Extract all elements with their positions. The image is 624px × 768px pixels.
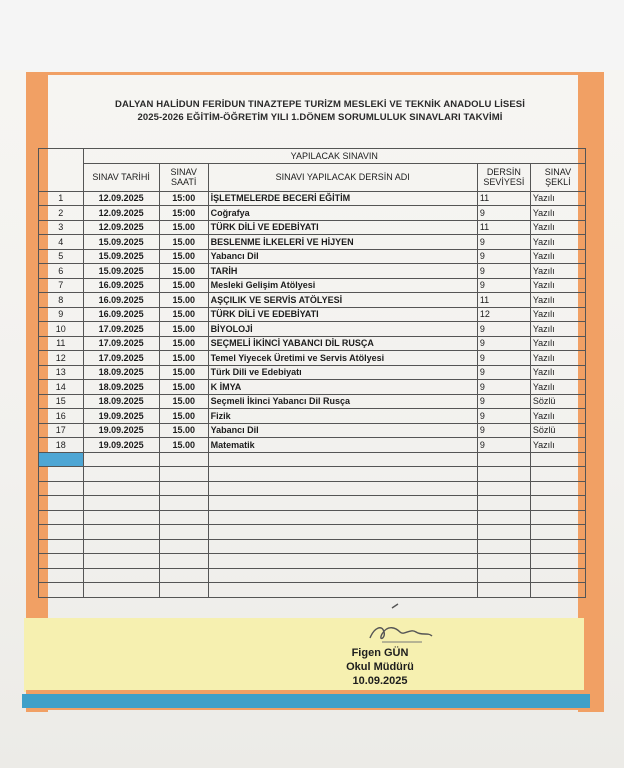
group-header-row (39, 149, 586, 164)
course-name: SEÇMELİ İKİNCİ YABANCI DİL RUSÇA (208, 336, 477, 351)
table-row (39, 394, 586, 409)
row-number: 16 (39, 409, 84, 424)
empty-cell (208, 554, 477, 569)
course-level: 9 (477, 235, 530, 250)
empty-row (39, 583, 586, 598)
row-number: 11 (39, 336, 84, 351)
course-level: 9 (477, 206, 530, 221)
course-level: 9 (477, 249, 530, 264)
exam-time: 15:00 (159, 191, 208, 206)
table-row (39, 264, 586, 279)
exam-time: 15.00 (159, 293, 208, 308)
empty-cell (39, 496, 84, 511)
empty-cell (477, 568, 530, 583)
exam-date: 19.09.2025 (83, 409, 159, 424)
table-row (39, 409, 586, 424)
table-row (39, 438, 586, 453)
exam-date: 19.09.2025 (83, 423, 159, 438)
exam-time: 15.00 (159, 220, 208, 235)
exam-time: 15.00 (159, 307, 208, 322)
empty-cell (477, 583, 530, 598)
exam-type: Yazılı (530, 278, 585, 293)
col-header-level: DERSİN SEVİYESİ (477, 163, 530, 191)
empty-cell (530, 583, 585, 598)
empty-row (39, 525, 586, 540)
empty-cell (208, 481, 477, 496)
exam-time: 15.00 (159, 235, 208, 250)
course-level: 9 (477, 365, 530, 380)
empty-row (39, 510, 586, 525)
empty-cell (159, 554, 208, 569)
exam-time: 15.00 (159, 322, 208, 337)
exam-date: 17.09.2025 (83, 322, 159, 337)
empty-cell (208, 583, 477, 598)
empty-cell (208, 452, 477, 467)
empty-cell (159, 525, 208, 540)
course-name: Temel Yiyecek Üretimi ve Servis Atölyesi (208, 351, 477, 366)
empty-cell (83, 510, 159, 525)
exam-type: Yazılı (530, 264, 585, 279)
empty-cell (477, 525, 530, 540)
schedule-title: 2025-2026 EĞİTİM-ÖĞRETİM YILI 1.DÖNEM SORUMLULUK SINAVLARI TAKVİMİ (137, 112, 503, 123)
course-level: 12 (477, 307, 530, 322)
empty-cell (530, 525, 585, 540)
course-level: 9 (477, 438, 530, 453)
course-name: TARİH (208, 264, 477, 279)
row-number: 17 (39, 423, 84, 438)
exam-time: 15.00 (159, 278, 208, 293)
course-name: İŞLETMELERDE BECERİ EĞİTİM (208, 191, 477, 206)
empty-cell (530, 481, 585, 496)
table-row (39, 380, 586, 395)
empty-cell (83, 568, 159, 583)
empty-cell (477, 496, 530, 511)
row-number: 6 (39, 264, 84, 279)
table-row (39, 191, 586, 206)
col-header-course: SINAVI YAPILACAK DERSİN ADI (208, 163, 477, 191)
course-level: 9 (477, 394, 530, 409)
handwritten-signature (352, 602, 442, 648)
signature-date: 10.09.2025 (352, 675, 408, 687)
exam-type: Yazılı (530, 336, 585, 351)
empty-cell (39, 467, 84, 482)
empty-cell (530, 510, 585, 525)
empty-cell (208, 510, 477, 525)
table-row (39, 351, 586, 366)
table-row (39, 235, 586, 250)
course-level: 11 (477, 220, 530, 235)
exam-type: Yazılı (530, 438, 585, 453)
signer-title: Okul Müdürü (346, 661, 414, 673)
empty-cell (530, 496, 585, 511)
course-level: 9 (477, 351, 530, 366)
empty-cell (39, 510, 84, 525)
empty-cell (83, 583, 159, 598)
empty-cell (159, 496, 208, 511)
empty-row (39, 554, 586, 569)
exam-time: 15.00 (159, 438, 208, 453)
table-row (39, 336, 586, 351)
empty-cell (208, 467, 477, 482)
course-level: 9 (477, 380, 530, 395)
empty-cell (208, 539, 477, 554)
empty-cell (208, 568, 477, 583)
empty-cell (477, 539, 530, 554)
empty-cell (39, 525, 84, 540)
empty-cell (83, 525, 159, 540)
exam-type: Yazılı (530, 380, 585, 395)
school-name: DALYAN HALİDUN FERİDUN TINAZTEPE TURİZM MESLEKİ VE TEKNİK ANADOLU LİSESİ (115, 99, 525, 110)
course-level: 11 (477, 293, 530, 308)
exam-date: 15.09.2025 (83, 264, 159, 279)
exam-date: 18.09.2025 (83, 394, 159, 409)
empty-cell (530, 568, 585, 583)
exam-type: Yazılı (530, 293, 585, 308)
row-number: 2 (39, 206, 84, 221)
exam-time: 15.00 (159, 336, 208, 351)
exam-type: Sözlü (530, 423, 585, 438)
row-number: 12 (39, 351, 84, 366)
exam-type: Yazılı (530, 206, 585, 221)
exam-time: 15.00 (159, 380, 208, 395)
table-row (39, 423, 586, 438)
exam-type: Yazılı (530, 365, 585, 380)
empty-cell (159, 568, 208, 583)
course-name: BESLENME İLKELERİ VE HİJYEN (208, 235, 477, 250)
empty-cell (83, 539, 159, 554)
table-row (39, 307, 586, 322)
empty-cell (477, 554, 530, 569)
empty-row (39, 539, 586, 554)
table-row (39, 293, 586, 308)
exam-type: Yazılı (530, 351, 585, 366)
empty-cell (530, 554, 585, 569)
empty-cell (477, 452, 530, 467)
exam-type: Yazılı (530, 307, 585, 322)
empty-cell (159, 510, 208, 525)
paper-top (0, 0, 624, 70)
empty-cell (159, 452, 208, 467)
exam-time: 15.00 (159, 264, 208, 279)
empty-cell (83, 467, 159, 482)
empty-cell (83, 496, 159, 511)
exam-time: 15.00 (159, 351, 208, 366)
column-header-row (39, 163, 586, 191)
row-number: 10 (39, 322, 84, 337)
exam-type: Yazılı (530, 409, 585, 424)
table-row (39, 249, 586, 264)
empty-cell (208, 496, 477, 511)
row-number: 7 (39, 278, 84, 293)
empty-cell (39, 583, 84, 598)
course-name: Fizik (208, 409, 477, 424)
table-row (39, 365, 586, 380)
empty-cell (39, 568, 84, 583)
exam-time: 15.00 (159, 365, 208, 380)
course-name: Mesleki Gelişim Atölyesi (208, 278, 477, 293)
course-name: BİYOLOJİ (208, 322, 477, 337)
exam-time: 15.00 (159, 409, 208, 424)
empty-cell (159, 481, 208, 496)
empty-cell (477, 510, 530, 525)
empty-row (39, 467, 586, 482)
empty-cell (208, 525, 477, 540)
exam-date: 15.09.2025 (83, 235, 159, 250)
empty-cell (159, 539, 208, 554)
exam-time: 15.00 (159, 394, 208, 409)
course-level: 9 (477, 322, 530, 337)
course-name: Yabancı Dil (208, 423, 477, 438)
exam-schedule-table (38, 148, 586, 598)
exam-date: 17.09.2025 (83, 351, 159, 366)
exam-date: 12.09.2025 (83, 191, 159, 206)
course-level: 9 (477, 409, 530, 424)
exam-date: 16.09.2025 (83, 293, 159, 308)
row-number: 4 (39, 235, 84, 250)
exam-date: 12.09.2025 (83, 220, 159, 235)
row-number-header (39, 149, 84, 192)
frame-top (26, 72, 604, 75)
exam-date: 18.09.2025 (83, 380, 159, 395)
exam-date: 17.09.2025 (83, 336, 159, 351)
exam-type: Yazılı (530, 235, 585, 250)
group-header: YAPILACAK SINAVIN (83, 149, 585, 164)
empty-cell (477, 481, 530, 496)
empty-cell (39, 481, 84, 496)
row-number: 14 (39, 380, 84, 395)
course-name: Türk Dili ve Edebiyatı (208, 365, 477, 380)
exam-date: 18.09.2025 (83, 365, 159, 380)
table-row (39, 278, 586, 293)
row-number: 5 (39, 249, 84, 264)
exam-time: 15.00 (159, 423, 208, 438)
exam-date: 16.09.2025 (83, 307, 159, 322)
frame-blue-stripe (22, 694, 590, 708)
row-number: 15 (39, 394, 84, 409)
col-header-date: SINAV TARİHİ (83, 163, 159, 191)
course-level: 9 (477, 264, 530, 279)
exam-time: 15.00 (159, 249, 208, 264)
table-row (39, 220, 586, 235)
course-name: Coğrafya (208, 206, 477, 221)
course-name: K İMYA (208, 380, 477, 395)
signer-name: Figen GÜN (351, 647, 409, 659)
table-row (39, 322, 586, 337)
course-name: Seçmeli İkinci Yabancı Dil Rusça (208, 394, 477, 409)
course-level: 9 (477, 423, 530, 438)
course-name: TÜRK DİLİ VE EDEBİYATI (208, 307, 477, 322)
row-number: 8 (39, 293, 84, 308)
empty-cell (159, 583, 208, 598)
course-name: Yabancı Dil (208, 249, 477, 264)
empty-row (39, 568, 586, 583)
row-number: 1 (39, 191, 84, 206)
empty-cell (530, 452, 585, 467)
exam-type: Yazılı (530, 220, 585, 235)
row-number: 9 (39, 307, 84, 322)
col-header-time: SINAV SAATİ (159, 163, 208, 191)
empty-cell (159, 467, 208, 482)
exam-date: 16.09.2025 (83, 278, 159, 293)
document-header (60, 98, 580, 124)
course-name: Matematik (208, 438, 477, 453)
row-number: 18 (39, 438, 84, 453)
course-name: AŞÇILIK VE SERVİS ATÖLYESİ (208, 293, 477, 308)
exam-type: Yazılı (530, 249, 585, 264)
empty-cell (83, 452, 159, 467)
empty-cell (477, 467, 530, 482)
exam-time: 15:00 (159, 206, 208, 221)
empty-cell (83, 554, 159, 569)
table-row (39, 206, 586, 221)
exam-type: Sözlü (530, 394, 585, 409)
empty-cell (39, 452, 84, 467)
course-level: 11 (477, 191, 530, 206)
exam-date: 15.09.2025 (83, 249, 159, 264)
empty-row (39, 481, 586, 496)
col-header-type: SINAV ŞEKLİ (530, 163, 585, 191)
exam-type: Yazılı (530, 322, 585, 337)
row-number: 13 (39, 365, 84, 380)
course-level: 9 (477, 336, 530, 351)
course-level: 9 (477, 278, 530, 293)
empty-cell (83, 481, 159, 496)
empty-cell (39, 539, 84, 554)
signature-block (300, 646, 460, 688)
empty-row (39, 496, 586, 511)
row-number: 3 (39, 220, 84, 235)
empty-cell (39, 554, 84, 569)
exam-type: Yazılı (530, 191, 585, 206)
empty-cell (530, 539, 585, 554)
empty-cell (530, 467, 585, 482)
empty-row (39, 452, 586, 467)
exam-date: 19.09.2025 (83, 438, 159, 453)
exam-date: 12.09.2025 (83, 206, 159, 221)
course-name: TÜRK DİLİ VE EDEBİYATI (208, 220, 477, 235)
